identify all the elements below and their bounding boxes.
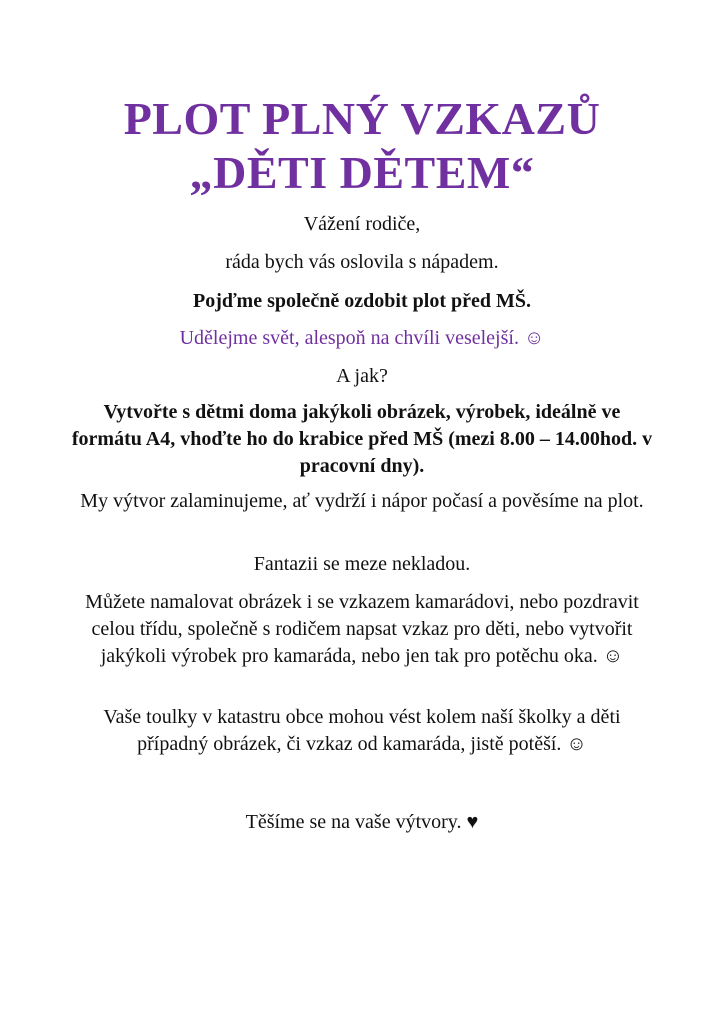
call-to-action-paragraph: Pojďme společně ozdobit plot před MŠ. xyxy=(193,290,531,312)
intro-paragraph: ráda bych vás oslovila s nápadem. xyxy=(225,251,499,273)
title-line-1: PLOT PLNÝ VZKAZŮ xyxy=(123,93,601,144)
lamination-paragraph: My výtvor zalaminujeme, ať vydrží i nápor počasí a pověsíme na plot. xyxy=(80,490,644,512)
motto-paragraph: Udělejme svět, alespoň na chvíli veselejší. ☺ xyxy=(179,327,545,349)
walks-paragraph: Vaše toulky v katastru obce mohou vést kolem naší školky a děti případný obrázek, či vzkaz od kamaráda, jistě potěší. ☺ xyxy=(103,706,621,755)
closing-paragraph: Těšíme se na vaše výtvory. ♥ xyxy=(245,811,479,833)
ideas-paragraph: Můžete namalovat obrázek i se vzkazem kamarádovi, nebo pozdravit celou třídu, společně s rodičem napsat vzkaz pro děti, nebo vytvořit jakýkoli výrobek pro kamaráda, nebo jen tak pro potěchu oka. ☺ xyxy=(85,591,639,667)
question-paragraph: A jak? xyxy=(336,365,388,387)
instructions-paragraph: Vytvořte s dětmi doma jakýkoli obrázek, výrobek, ideálně ve formátu A4, vhoďte ho do krabice před MŠ (mezi 8.00 – 14.00hod. v pracovní dny). xyxy=(71,401,653,477)
greeting-paragraph: Vážení rodiče, xyxy=(303,213,421,235)
fantasy-paragraph: Fantazii se meze nekladou. xyxy=(253,553,471,575)
title-line-2: „DĚTI DĚTEM“ xyxy=(189,147,535,198)
